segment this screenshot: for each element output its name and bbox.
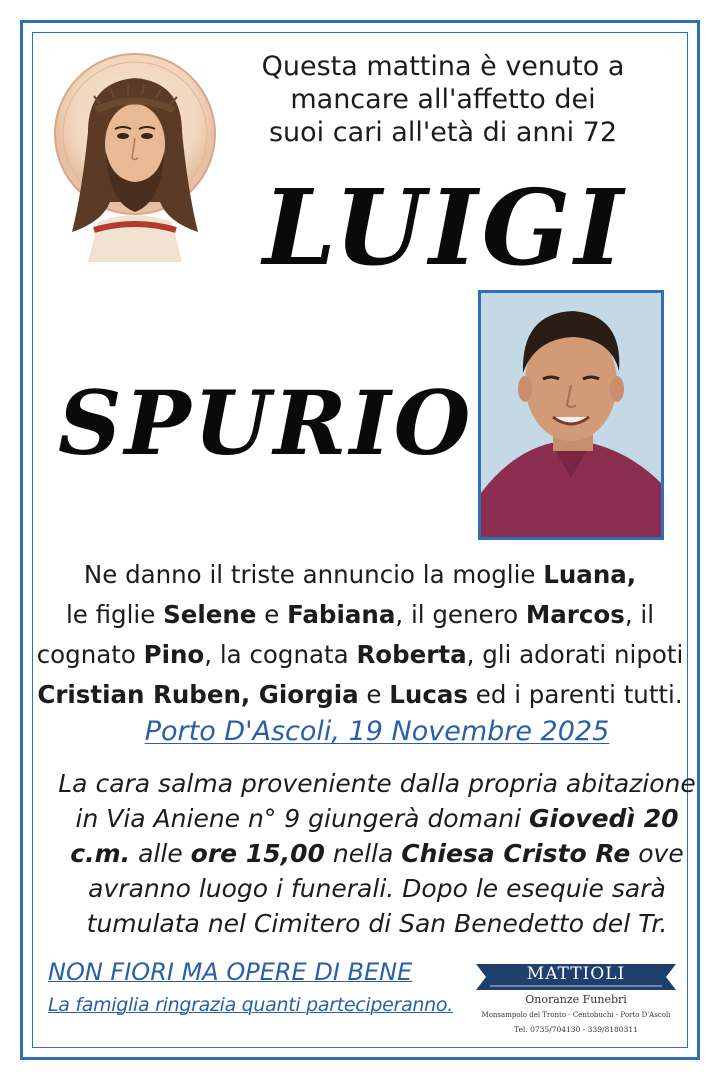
funeral-line: tumulata nel Cimitero di San Benedetto del Tr. — [86, 909, 668, 938]
deceased-photo — [478, 290, 664, 540]
intro-line: mancare all'affetto dei — [290, 84, 596, 115]
agency-phones: Tel. 0735/704130 - 339/8180311 — [514, 1025, 638, 1034]
funeral-line: avranno luogo i funerali. Dopo le esequie sarà — [88, 874, 666, 903]
text-span: in Via Aniene n° 9 giungerà domani — [75, 804, 530, 833]
text-span: , la cognata — [204, 640, 357, 669]
funeral-line: La cara salma proveniente dalla propria abitazione — [58, 769, 696, 798]
first-name: LUIGI — [262, 166, 628, 289]
family-announcement — [30, 555, 690, 715]
text-span: , il — [624, 600, 655, 629]
funeral-time: ore 15,00 — [190, 839, 325, 868]
son-in-law-name: Marcos — [525, 600, 625, 629]
grandchild-name: Lucas — [389, 680, 468, 709]
announcement-line — [30, 675, 690, 715]
no-flowers-note: NON FIORI MA OPERE DI BENE — [48, 958, 413, 986]
grandchildren-names: Cristian Ruben, Giorgia — [37, 680, 359, 709]
text-span: nella — [324, 839, 402, 868]
agency-subtitle: Onoranze Funebri — [525, 993, 627, 1006]
text-span: cognato — [36, 640, 144, 669]
wife-name: Luana, — [543, 560, 637, 589]
text-span: le figlie — [65, 600, 164, 629]
agency-locations: Monsampolo del Tronto - Centobuchi - Porto D'Ascoli — [481, 1011, 671, 1019]
announcement-line — [30, 555, 690, 595]
funeral-details — [30, 766, 720, 941]
text-span: , gli adorati nipoti — [466, 640, 684, 669]
current-month: c.m. — [70, 839, 131, 868]
text-span: ove — [630, 839, 684, 868]
announcement-line — [30, 635, 690, 675]
announcement-line — [30, 595, 690, 635]
daughter-name: Fabiana — [287, 600, 396, 629]
last-name: SPURIO — [58, 371, 474, 475]
intro-line: suoi cari all'età di anni 72 — [268, 117, 618, 148]
place-date: Porto D'Ascoli, 19 Novembre 2025 — [144, 716, 610, 747]
thanks-note: La famiglia ringrazia quanti parteciperanno. — [48, 994, 453, 1016]
jesus-crown-of-thorns-icon — [48, 52, 222, 268]
intro-line: Questa mattina è venuto a — [261, 51, 625, 82]
text-span: Ne danno il triste annuncio la moglie — [83, 560, 544, 589]
agency-name: MATTIOLI — [526, 964, 626, 984]
daughter-name: Selene — [163, 600, 257, 629]
sister-in-law-name: Roberta — [356, 640, 467, 669]
church-name: Chiesa Cristo Re — [401, 839, 631, 868]
funeral-day: Giovedì 20 — [529, 804, 679, 833]
intro-text — [236, 50, 650, 149]
text-span: alle — [130, 839, 191, 868]
text-span: e — [358, 680, 390, 709]
funeral-line — [30, 801, 720, 836]
text-span: e — [256, 600, 288, 629]
text-span: ed i parenti tutti. — [468, 680, 683, 709]
agency-logo — [470, 960, 682, 1040]
brother-in-law-name: Pino — [143, 640, 205, 669]
text-span: , il genero — [395, 600, 526, 629]
funeral-line — [30, 836, 720, 871]
